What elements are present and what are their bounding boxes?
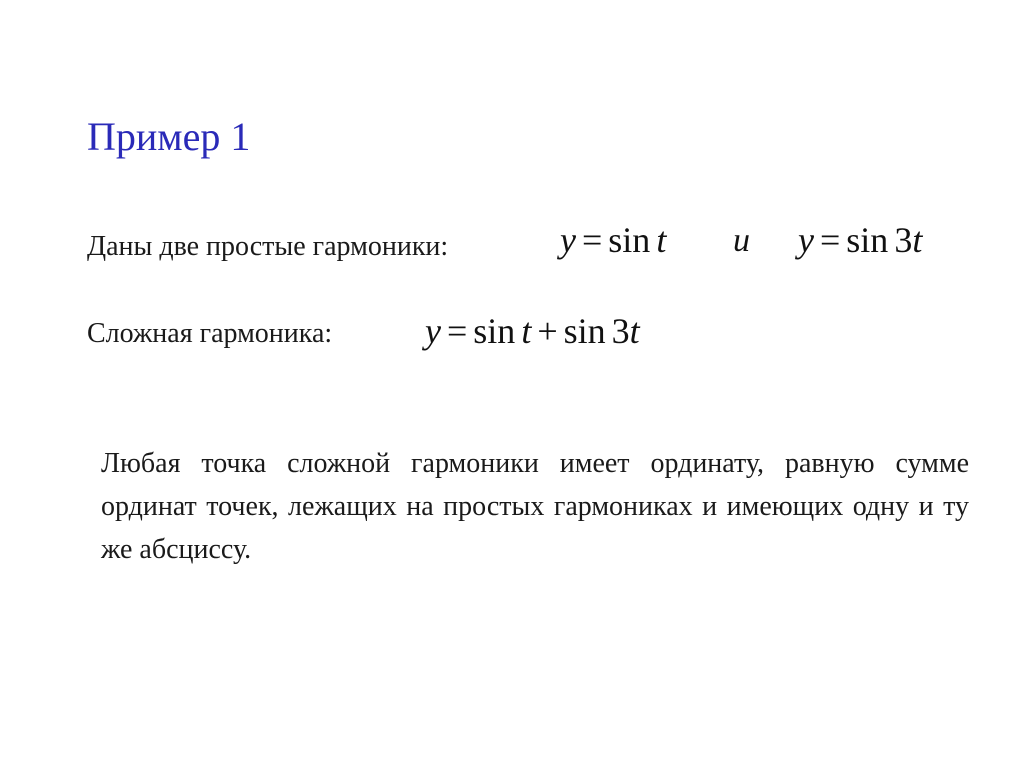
explanation-paragraph: Любая точка сложной гармоники имеет ординату, равную сумме ординат точек, лежащих на простых гармониках и имеющих одну и ту же абсциссу. <box>101 448 969 565</box>
formula-2-lhs: y <box>798 220 814 260</box>
formula-3-plus: + <box>537 311 558 351</box>
formula-1-function: sin <box>608 220 651 260</box>
formula-sin-t <box>560 222 666 258</box>
formula-3-function-1: sin <box>473 311 516 351</box>
formula-1-lhs: y <box>560 220 576 260</box>
formula-3-coefficient: 3 <box>611 311 630 351</box>
formula-3-equals: = <box>446 311 468 351</box>
formula-sin-3t <box>798 222 922 258</box>
formula-sum <box>425 313 640 349</box>
formula-1-equals: = <box>581 220 603 260</box>
formula-2-equals: = <box>819 220 841 260</box>
formula-3-function-2: sin <box>563 311 606 351</box>
complex-harmonic-label: Сложная гармоника: <box>87 318 333 349</box>
formula-2-argument: t <box>912 220 923 260</box>
given-harmonics-label: Даны две простые гармоники: <box>87 231 449 262</box>
formula-2-function: sin <box>846 220 889 260</box>
formula-3-lhs: y <box>425 311 441 351</box>
formula-3-argument-1: t <box>521 311 532 351</box>
formula-1-argument: t <box>656 220 667 260</box>
formula-3-argument-2: t <box>629 311 640 351</box>
slide-title: Пример 1 <box>87 114 251 159</box>
conjunction-and: и <box>733 222 750 259</box>
formula-2-coefficient: 3 <box>894 220 913 260</box>
